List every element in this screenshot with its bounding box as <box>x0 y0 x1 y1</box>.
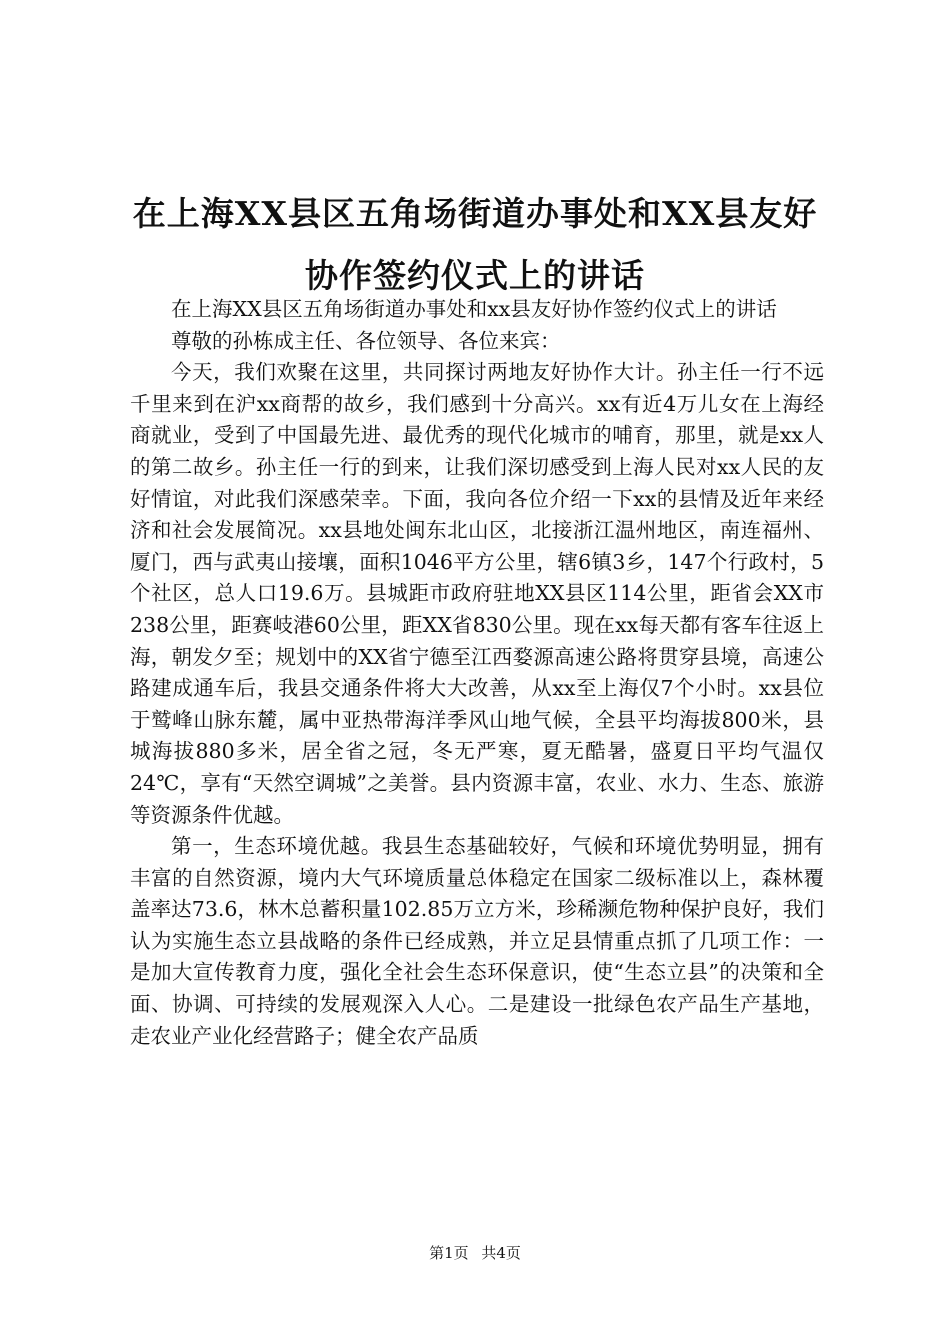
paragraph-introduction: 今天，我们欢聚在这里，共同探讨两地友好协作大计。孙主任一行不远千里来到在沪xx商帮的故乡，我们感到十分高兴。xx有近4万儿女在上海经商就业，受到了中国最先进、最优秀的现代化城市的哺育，那里，就是xx人的第二故乡。孙主任一行的到来，让我们深切感受到上海人民对xx人民的友好情谊，对此我们深感荣幸。下面，我向各位介绍一下xx的县情及近年来经济和社会发展简况。xx县地处闽东北山区，北接浙江温州地区，南连福州、厦门，西与武夷山接壤，面积1046平方公里，辖6镇3乡，147个行政村，5个社区，总人口19.6万。县城距市政府驻地XX县区114公里，距省会XX市238公里，距赛岐港60公里，距XX省830公里。现在xx每天都有客车往返上海，朝发夕至；规划中的XX省宁德至江西婺源高速公路将贯穿县境，高速公路建成通车后，我县交通条件将大大改善，从xx至上海仅7个小时。xx县位于鹫峰山脉东麓，属中亚热带海洋季风山地气候，全县平均海拔800米，县城海拔880多米，居全省之冠，冬无严寒，夏无酷暑，盛夏日平均气温仅24℃，享有“天然空调城”之美誉。县内资源丰富，农业、水力、生态、旅游等资源条件优越。 <box>130 360 824 827</box>
page-total: 共4页 <box>481 1244 521 1262</box>
document-body <box>130 294 824 1052</box>
title-line-2: 协作签约仪式上的讲话 <box>305 256 645 295</box>
title-line-1: 在上海XX县区五角场街道办事处和XX县友好 <box>132 194 818 233</box>
document-title <box>120 183 830 307</box>
paragraph-ecology: 第一，生态环境优越。我县生态基础较好，气候和环境优势明显，拥有丰富的自然资源，境内大气环境质量总体稳定在国家二级标准以上，森林覆盖率达73.6，林木总蓄积量102.85万立方米，珍稀濒危物种保护良好，我们认为实施生态立县战略的条件已经成熟，并立足县情重点抓了几项工作：一是加大宣传教育力度，强化全社会生态环保意识，使“生态立县”的决策和全面、协调、可持续的发展观深入人心。二是建设一批绿色农产品生产基地，走农业产业化经营路子；健全农产品质 <box>130 834 824 1048</box>
paragraph-subtitle: 在上海XX县区五角场街道办事处和xx县友好协作签约仪式上的讲话 <box>171 297 777 321</box>
paragraph-salutation: 尊敬的孙栋成主任、各位领导、各位来宾： <box>171 328 561 353</box>
page-number: 第1页 <box>429 1244 469 1262</box>
page-footer <box>0 1243 950 1263</box>
